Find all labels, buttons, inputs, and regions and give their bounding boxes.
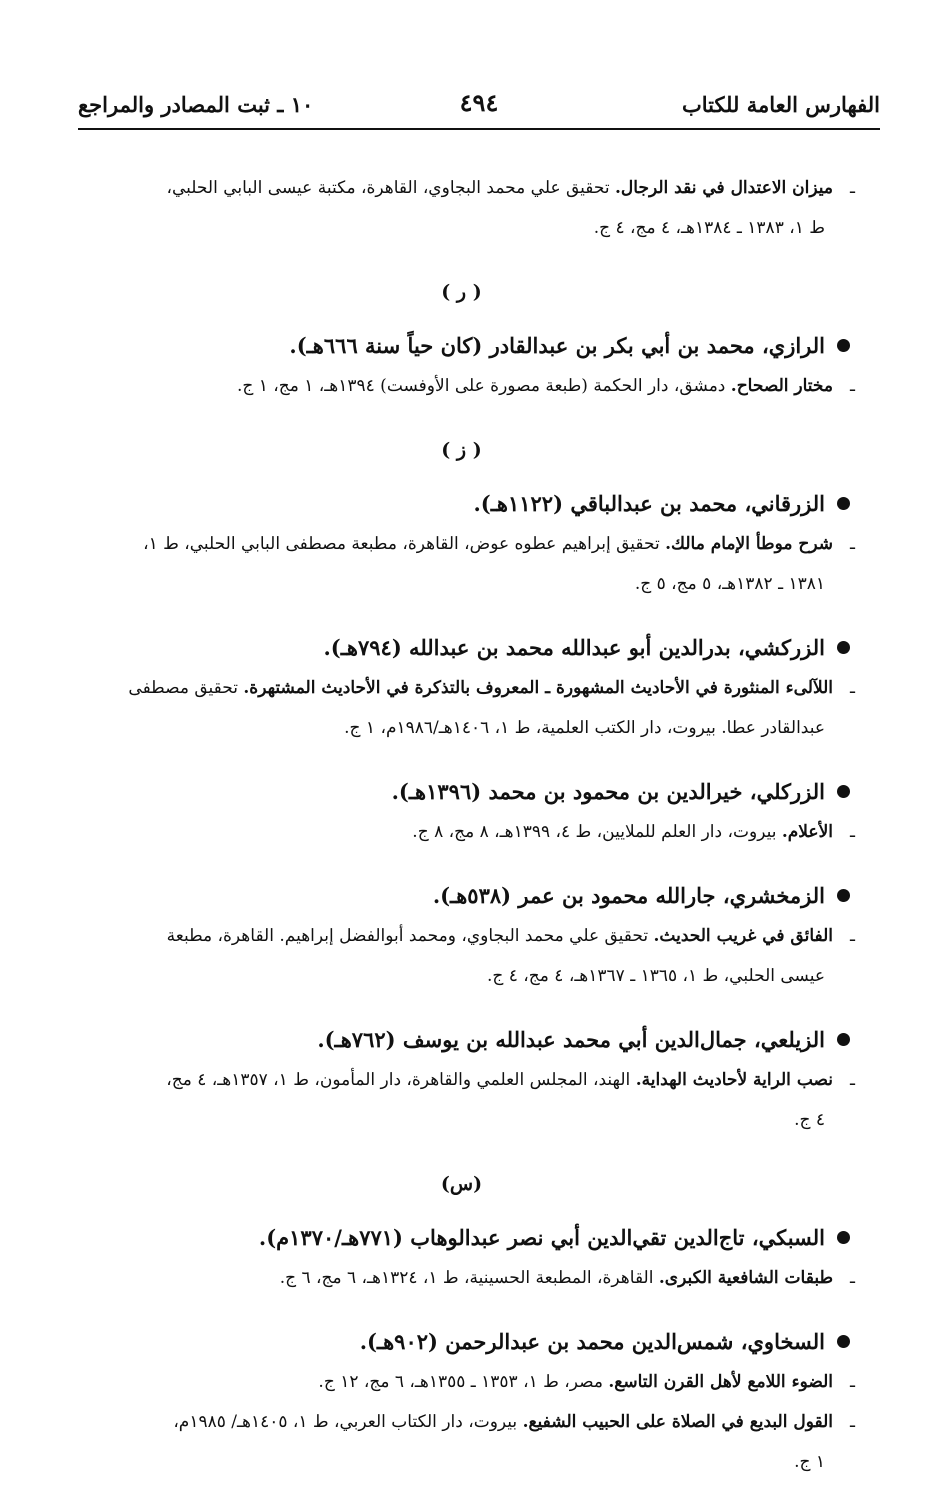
dash-mark: ـ	[850, 1268, 855, 1288]
section-letter: ( ز )	[441, 439, 482, 461]
header-section-title: ١٠ ـ ثبت المصادر والمراجع	[78, 92, 314, 117]
work-title: مختار الصحاح.	[730, 376, 833, 396]
work-publication: بيروت، دار العلم للملايين، ط ٤، ١٣٩٩هـ، ٨ مج، ٨ ج.	[412, 822, 782, 842]
bibliography-entry	[68, 484, 855, 604]
author-name: السبكي، تاج‌الدين تقي‌الدين أبي نصر عبدالوهاب (٧٧١هـ/١٣٧٠م).	[258, 1225, 825, 1250]
bibliography-entry	[68, 1218, 855, 1298]
dash-mark: ـ	[850, 1070, 855, 1090]
author-line	[68, 772, 855, 812]
dash-mark: ـ	[850, 1372, 855, 1392]
section-letter: ( ر )	[441, 281, 482, 303]
author-line	[68, 1322, 855, 1362]
dash-mark: ـ	[850, 1412, 855, 1432]
author-line	[68, 1020, 855, 1060]
author-name: الزركشي، بدرالدين أبو عبدالله محمد بن عبدالله (٧٩٤هـ).	[323, 635, 825, 660]
author-line	[68, 484, 855, 524]
bullet-icon	[837, 1335, 850, 1348]
bullet-icon	[837, 889, 850, 902]
work-publication: تحقيق إبراهيم عطوه عوض، القاهرة، مطبعة مصطفى البابي الحلبي، ط ١،	[143, 534, 666, 554]
dash-mark: ـ	[850, 678, 855, 698]
bullet-icon	[837, 339, 850, 352]
author-line	[68, 628, 855, 668]
dash-mark: ـ	[850, 178, 855, 198]
author-name: الزمخشري، جارالله محمود بن عمر (٥٣٨هـ).	[432, 883, 825, 908]
author-line	[68, 876, 855, 916]
bullet-icon	[837, 1231, 850, 1244]
author-name: الزرقاني، محمد بن عبدالباقي (١١٢٢هـ).	[473, 491, 825, 516]
work-line	[68, 1060, 855, 1100]
page-number: ٤٩٤	[459, 88, 499, 117]
work-line	[68, 1362, 855, 1402]
work-continuation: ١٣٨١ ـ ١٣٨٢هـ، ٥ مج، ٥ ج.	[634, 574, 825, 594]
work-continuation: ٤ ج.	[794, 1110, 825, 1130]
work-continuation: ط ١، ١٣٨٣ ـ ١٣٨٤هـ، ٤ مج، ٤ ج.	[593, 218, 825, 238]
page-header	[78, 88, 880, 130]
work-publication: تحقيق علي محمد البجاوي، ومحمد أبوالفضل إبراهيم. القاهرة، مطبعة	[166, 926, 654, 946]
bullet-icon	[837, 1033, 850, 1046]
work-title: ميزان الاعتدال في نقد الرجال.	[615, 178, 833, 198]
work-continuation: عيسى الحلبي، ط ١، ١٣٦٥ ـ ١٣٦٧هـ، ٤ مج، ٤ ج.	[486, 966, 825, 986]
dash-mark: ـ	[850, 926, 855, 946]
work-title: نصب الراية لأحاديث الهداية.	[635, 1070, 833, 1090]
author-name: السخاوي، شمس‌الدين محمد بن عبدالرحمن (٩٠٢هـ).	[359, 1329, 825, 1354]
work-publication: تحقيق علي محمد البجاوي، القاهرة، مكتبة عيسى البابي الحلبي،	[166, 178, 616, 198]
work-line	[68, 524, 855, 564]
work-continuation: عبدالقادر عطا. بيروت، دار الكتب العلمية، ط ١، ١٤٠٦هـ/١٩٨٦م، ١ ج.	[344, 718, 825, 738]
section-letter: (س)	[440, 1173, 483, 1195]
author-line	[68, 326, 855, 366]
work-line	[68, 168, 855, 208]
work-publication: بيروت، دار الكتاب العربي، ط ١، ١٤٠٥هـ/ ١٩٨٥م،	[173, 1412, 523, 1432]
author-name: الرازي، محمد بن أبي بكر بن عبدالقادر (كان حياً سنة ٦٦٦هـ).	[289, 333, 825, 358]
bibliography-entry	[68, 326, 855, 406]
dash-mark: ـ	[850, 376, 855, 396]
bullet-icon	[837, 497, 850, 510]
work-publication: مصر، ط ١، ١٣٥٣ ـ ١٣٥٥هـ، ٦ مج، ١٢ ج.	[318, 1372, 609, 1392]
author-name: الزركلي، خيرالدين بن محمود بن محمد (١٣٩٦هـ).	[391, 779, 825, 804]
bibliography-list	[68, 168, 855, 1506]
bibliography-entry	[68, 168, 855, 248]
work-line	[68, 916, 855, 956]
author-line	[68, 1218, 855, 1258]
bibliography-entry	[68, 1020, 855, 1140]
work-title: الفائق في غريب الحديث.	[653, 926, 833, 946]
work-title: القول البديع في الصلاة على الحبيب الشفيع.	[522, 1412, 833, 1432]
work-publication: القاهرة، المطبعة الحسينية، ط ١، ١٣٢٤هـ، ٦ مج، ٦ ج.	[279, 1268, 659, 1288]
work-line	[68, 1258, 855, 1298]
author-name: الزيلعي، جمال‌الدين أبي محمد عبدالله بن يوسف (٧٦٢هـ).	[317, 1027, 825, 1052]
dash-mark: ـ	[850, 534, 855, 554]
work-publication: تحقيق مصطفى	[128, 678, 244, 698]
header-book-title: الفهارس العامة للكتاب	[681, 92, 880, 117]
work-line	[68, 366, 855, 406]
work-continuation: ١ ج.	[794, 1452, 825, 1472]
work-title: الأعلام.	[781, 822, 833, 842]
work-title: الضوء اللامع لأهل القرن التاسع.	[608, 1372, 833, 1392]
work-line	[68, 812, 855, 852]
bibliography-entry	[68, 628, 855, 748]
work-title: طبقات الشافعية الكبرى.	[658, 1268, 833, 1288]
bullet-icon	[837, 641, 850, 654]
bibliography-entry	[68, 772, 855, 852]
work-publication: الهند، المجلس العلمي والقاهرة، دار المأمون، ط ١، ١٣٥٧هـ، ٤ مج،	[166, 1070, 636, 1090]
work-line	[68, 668, 855, 708]
work-line	[68, 1402, 855, 1442]
work-title: شرح موطأ الإمام مالك.	[665, 534, 833, 554]
bullet-icon	[837, 785, 850, 798]
bibliography-entry	[68, 1322, 855, 1482]
work-title: اللآلىء المنثورة في الأحاديث المشهورة ـ المعروف بالتذكرة في الأحاديث المشتهرة.	[243, 678, 833, 698]
dash-mark: ـ	[850, 822, 855, 842]
work-publication: دمشق، دار الحكمة (طبعة مصورة على الأوفست) ١٣٩٤هـ، ١ مج، ١ ج.	[236, 376, 731, 396]
bibliography-entry	[68, 876, 855, 996]
